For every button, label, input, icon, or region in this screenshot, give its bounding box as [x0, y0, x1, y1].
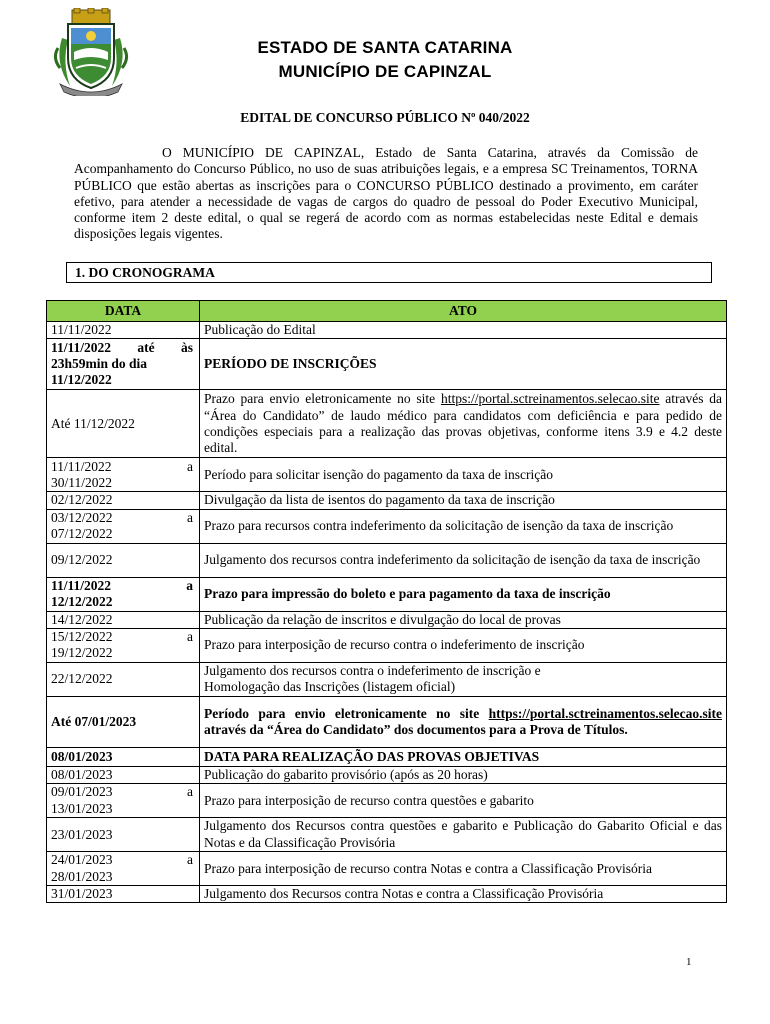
row-act: Julgamento dos Recursos contra questões e gabarito e Publicação do Gabarito Oficial e das Notas e da Classificação Provisória [200, 818, 727, 852]
row-date-sep: a [187, 458, 193, 474]
header-date: DATA [47, 301, 200, 322]
row-act: Prazo para impressão do boleto e para pagamento da taxa de inscrição [200, 577, 727, 611]
table-row [47, 766, 727, 783]
row-date [47, 458, 200, 492]
row-act: Prazo para interposição de recurso contra questões e gabarito [200, 784, 727, 818]
row-date [47, 339, 200, 390]
row-act: DATA PARA REALIZAÇÃO DAS PROVAS OBJETIVAS [200, 747, 727, 766]
row-date-sep: a [187, 509, 193, 525]
row-date-sep: a [187, 852, 193, 868]
schedule-table [46, 300, 727, 903]
row-date-start: 03/12/2022 [51, 509, 113, 525]
table-row [47, 662, 727, 696]
row-act [200, 390, 727, 458]
table-row [47, 852, 727, 886]
row-date: 31/01/2023 [47, 886, 200, 903]
row-act: Julgamento dos recursos contra indeferimento da solicitação de isenção da taxa de inscrição [200, 543, 727, 577]
table-row [47, 322, 727, 339]
state-heading: ESTADO DE SANTA CATARINA [257, 38, 513, 57]
portal-link[interactable]: https://portal.sctreinamentos.selecao.site [440, 391, 660, 407]
table-row [47, 509, 727, 543]
row-date [47, 577, 200, 611]
row-act [200, 696, 727, 747]
row-date: Até 11/12/2022 [47, 390, 200, 458]
table-row [47, 577, 727, 611]
intro-paragraph: O MUNICÍPIO DE CAPINZAL, Estado de Santa Catarina, através da Comissão de Acompanhamento do Concurso Público, no uso de suas atribuições legais, e a empresa SC Treinamentos, TORNA PÚBLICO que estão abertas as inscrições para o CONCURSO PÚBLICO destinado a provimento, em caráter efetivo, para atender a necessidade de vagas de cargos do quadro de pessoal do Poder Executivo Municipal, conforme item 2 deste edital, o qual se regerá de acordo com as normas estabelecidas neste Edital e demais disposições legais vigentes. [74, 145, 698, 242]
table-row [47, 696, 727, 747]
row-date-start: 09/01/2023 [51, 784, 113, 800]
row-date-end: 12/12/2022 [51, 594, 113, 610]
row-act: Prazo para interposição de recurso contra Notas e contra a Classificação Provisória [200, 852, 727, 886]
header-act: ATO [200, 301, 727, 322]
portal-link[interactable]: https://portal.sctreinamentos.selecao.site [488, 705, 722, 721]
table-row [47, 543, 727, 577]
row-date-end: 13/01/2023 [51, 800, 113, 816]
row-date: Até 07/01/2023 [47, 696, 200, 747]
row-date [47, 784, 200, 818]
table-row [47, 747, 727, 766]
row-date: 11/11/2022 [47, 322, 200, 339]
table-row [47, 784, 727, 818]
page-number: 1 [686, 956, 692, 968]
row-date [47, 852, 200, 886]
section-title: 1. DO CRONOGRAMA [66, 262, 712, 283]
row-act-line1: Julgamento dos recursos contra o indeferimento de inscrição e [204, 663, 541, 679]
row-date-end: 30/11/2022 [51, 474, 113, 490]
row-act: Prazo para recursos contra indeferimento da solicitação de isenção da taxa de inscrição [200, 509, 727, 543]
table-header-row [47, 301, 727, 322]
row-act-text: Prazo para envio eletronicamente no site [204, 391, 441, 407]
table-row [47, 492, 727, 509]
table-row [47, 339, 727, 390]
table-row [47, 458, 727, 492]
row-act: Publicação da relação de inscritos e divulgação do local de provas [200, 611, 727, 628]
row-date-end: 28/01/2023 [51, 868, 113, 884]
row-act: Julgamento dos Recursos contra Notas e contra a Classificação Provisória [200, 886, 727, 903]
row-act: Período para solicitar isenção do pagamento da taxa de inscrição [200, 458, 727, 492]
row-date-line2: 23h59min do dia 11/12/2022 [51, 356, 148, 388]
row-act-line2: Homologação das Inscrições (listagem oficial) [204, 679, 456, 695]
row-act: Divulgação da lista de isentos do pagamento da taxa de inscrição [200, 492, 727, 509]
row-act-text: Período para envio eletronicamente no site [204, 705, 489, 721]
row-act-text: através da “Área do Candidato” de laudo médico para candidatos com deficiência e para pedido de condições especiais para a realização das provas objetivas, conforme itens 3.9 e 4.2 deste edital. [204, 391, 722, 456]
row-act [200, 662, 727, 696]
row-date-end: 19/12/2022 [51, 645, 113, 661]
row-date-start: 24/01/2023 [51, 852, 113, 868]
row-date-start: 11/11/2022 [51, 577, 112, 593]
row-date-sep: a [187, 629, 193, 645]
table-row [47, 390, 727, 458]
table-row [47, 628, 727, 662]
row-act: Publicação do Edital [200, 322, 727, 339]
row-act: Publicação do gabarito provisório (após as 20 horas) [200, 766, 727, 783]
table-row [47, 611, 727, 628]
row-act: Prazo para interposição de recurso contra o indeferimento de inscrição [200, 628, 727, 662]
edital-title: EDITAL DE CONCURSO PÚBLICO Nº 040/2022 [240, 110, 530, 125]
row-date [47, 628, 200, 662]
row-date: 14/12/2022 [47, 611, 200, 628]
municipality-heading: MUNICÍPIO DE CAPINZAL [278, 62, 492, 81]
row-date-start: 11/11/2022 [51, 458, 112, 474]
row-date [47, 509, 200, 543]
row-date: 22/12/2022 [47, 662, 200, 696]
row-date: 23/01/2023 [47, 818, 200, 852]
row-date-sep: a [187, 784, 193, 800]
row-act: PERÍODO DE INSCRIÇÕES [200, 339, 727, 390]
row-date: 09/12/2022 [47, 543, 200, 577]
row-date: 02/12/2022 [47, 492, 200, 509]
row-date-start: 15/12/2022 [51, 629, 113, 645]
row-date: 08/01/2023 [47, 766, 200, 783]
row-date: 08/01/2023 [47, 747, 200, 766]
row-date-line1: 11/11/2022 até às [51, 339, 193, 355]
row-act-text: através da “Área do Candidato” dos documentos para a Prova de Títulos. [204, 721, 628, 737]
table-row [47, 818, 727, 852]
row-date-sep: a [186, 577, 193, 593]
table-row [47, 886, 727, 903]
row-date-end: 07/12/2022 [51, 526, 113, 542]
